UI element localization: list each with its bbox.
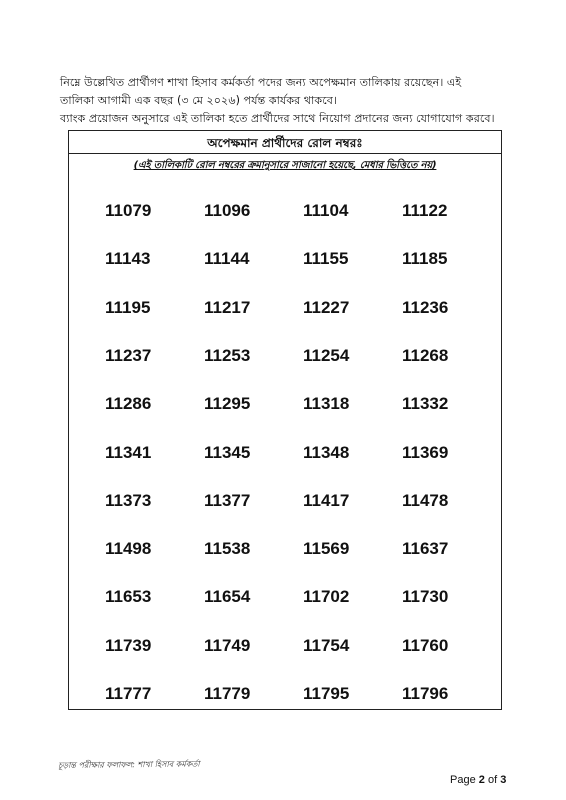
roll-number-row — [69, 296, 501, 320]
roll-number-row — [69, 537, 501, 561]
roll-number-cell: 11754 — [303, 635, 350, 655]
waiting-list-subtitle: (এই তালিকাটি রোল নম্বরের ক্রমানুসারে সাজানো হয়েছে, মেধার ভিত্তিতে নয়) — [133, 160, 437, 171]
roll-number-cell: 11478 — [402, 490, 449, 510]
roll-number-cell: 11739 — [105, 635, 152, 655]
roll-number-cell: 11498 — [105, 539, 152, 559]
roll-number-cell: 11122 — [402, 201, 448, 220]
roll-number-cell: 11538 — [204, 539, 251, 559]
page-of: of — [487, 774, 498, 786]
intro-line-3: ব্যাংক প্রয়োজন অনুসারে এই তালিকা হতে প্রার্থীদের সাথে নিয়োগ প্রদানের জন্য যোগাযোগ করবে। — [60, 112, 495, 125]
roll-number-cell: 11236 — [402, 297, 449, 317]
roll-number-cell: 11217 — [204, 297, 251, 317]
roll-number-cell: 11227 — [303, 297, 350, 317]
page-prefix: Page — [450, 774, 476, 786]
roll-number-row — [69, 344, 501, 368]
roll-number-cell: 11253 — [204, 345, 251, 365]
roll-number-cell: 11779 — [204, 684, 251, 703]
roll-number-cell: 11377 — [204, 490, 251, 510]
waiting-list-title: অপেক্ষমান প্রার্থীদের রোল নম্বরঃ — [207, 136, 363, 150]
roll-number-cell: 11348 — [303, 442, 350, 462]
roll-number-cell: 11373 — [105, 490, 152, 510]
roll-number-row — [69, 489, 501, 513]
roll-number-row — [69, 441, 501, 465]
roll-number-cell: 11318 — [303, 394, 350, 414]
roll-number-cell: 11345 — [204, 442, 251, 462]
roll-number-row — [69, 585, 501, 609]
footer-caption: চূড়ান্ত পরীক্ষার ফলাফল: শাখা হিসাব কর্মকর্তা — [58, 759, 200, 770]
roll-number-cell: 11096 — [204, 201, 251, 220]
roll-number-cell: 11369 — [402, 442, 449, 462]
roll-number-row — [69, 199, 501, 223]
roll-number-cell: 11332 — [402, 394, 449, 414]
roll-number-cell: 11286 — [105, 394, 152, 414]
roll-number-cell: 11155 — [303, 249, 349, 269]
roll-number-cell: 11730 — [402, 587, 449, 607]
waiting-list-box — [68, 130, 502, 710]
roll-number-cell: 11143 — [105, 249, 151, 269]
roll-number-cell: 11702 — [303, 587, 350, 607]
roll-number-row — [69, 392, 501, 416]
roll-number-cell: 11749 — [204, 635, 251, 655]
roll-number-cell: 11104 — [303, 201, 349, 220]
roll-number-cell: 11653 — [105, 587, 152, 607]
roll-number-cell: 11637 — [402, 539, 449, 559]
roll-number-grid — [69, 131, 501, 709]
intro-paragraph — [60, 74, 510, 128]
roll-number-cell: 11254 — [303, 345, 350, 365]
roll-number-cell: 11654 — [204, 587, 251, 607]
roll-number-cell: 11237 — [105, 345, 152, 365]
intro-line-2: তালিকা আগামী এক বছর (৩ মে ২০২৬) পর্যন্ত কার্যকর থাকবে। — [60, 94, 337, 107]
intro-line-1: নিম্নে উল্লেখিত প্রার্থীগণ শাখা হিসাব কর্মকর্তা পদের জন্য অপেক্ষমান তালিকায় রয়েছেন। এই — [60, 76, 462, 89]
roll-number-cell: 11569 — [303, 539, 350, 559]
roll-number-cell: 11144 — [204, 249, 250, 269]
roll-number-cell: 11268 — [402, 345, 449, 365]
roll-number-cell: 11341 — [105, 442, 152, 462]
roll-number-cell: 11760 — [402, 635, 449, 655]
roll-number-cell: 11195 — [105, 297, 151, 317]
roll-number-cell: 11795 — [303, 684, 350, 703]
roll-number-cell: 11079 — [105, 201, 152, 220]
roll-number-cell: 11295 — [204, 394, 251, 414]
roll-number-row — [69, 247, 501, 271]
roll-number-cell: 11185 — [402, 249, 448, 269]
page-current: 2 — [478, 774, 485, 786]
roll-number-cell: 11796 — [402, 684, 449, 703]
page-total: 3 — [500, 774, 507, 786]
roll-number-cell: 11417 — [303, 490, 350, 510]
roll-number-row — [69, 682, 501, 706]
roll-number-row — [69, 634, 501, 658]
roll-number-cell: 11777 — [105, 684, 152, 703]
page-indicator — [450, 774, 506, 786]
